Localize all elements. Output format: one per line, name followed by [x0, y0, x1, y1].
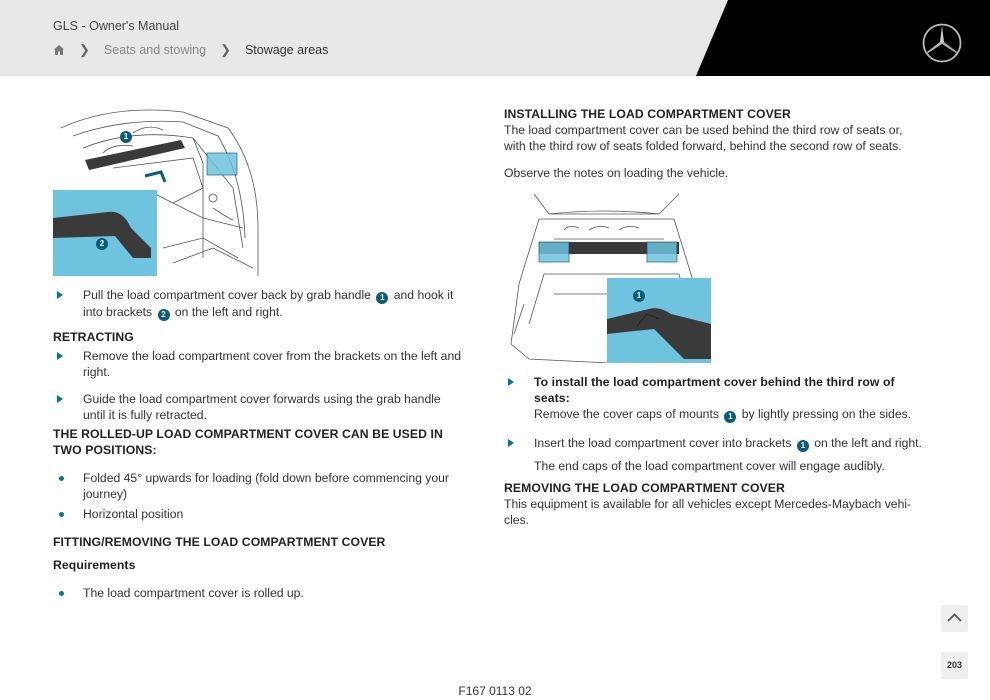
fitting-heading: FITTING/REMOVING THE LOAD COMPARTMENT COVER — [53, 535, 386, 549]
installing-text: The load compartment cover can be used behind the third row of seats or, with the third row of seats folded forward, behind the second row of seats. — [504, 123, 903, 153]
step-text: Pull the load compartment cover back by grab handle — [83, 288, 371, 302]
bullet-icon — [59, 512, 64, 517]
step-arrow-icon — [508, 439, 514, 447]
callout-1: 1 — [376, 292, 388, 304]
step-text: Insert the load compartment cover into brackets — [534, 436, 792, 450]
bullet-icon — [59, 476, 64, 481]
breadcrumb-seats-and-stowing[interactable]: Seats and stowing — [103, 43, 207, 57]
figure-cover-install — [509, 194, 711, 363]
right-column-top — [504, 106, 904, 181]
step-result: The end caps of the load compartment cover will engage audibly. — [534, 459, 885, 473]
home-icon[interactable] — [53, 44, 65, 56]
bullet-icon — [59, 591, 64, 596]
scroll-to-top-button[interactable] — [941, 605, 968, 632]
list-item-text: Folded 45° upwards for loading (fold down before commencing your journey) — [83, 471, 449, 501]
requirements-heading: Requirements — [53, 558, 136, 572]
insert-step — [504, 435, 924, 474]
step-text: Remove the cover caps of mounts — [534, 407, 719, 421]
chevron-up-icon — [941, 605, 968, 632]
step-text: Guide the load compartment cover forwards using the grab handle until it is fully retracted. — [83, 392, 441, 422]
observe-text: Observe the notes on loading the vehicle. — [504, 166, 729, 180]
step-text: on the left and right. — [814, 436, 922, 450]
installing-heading: INSTALLING THE LOAD COMPARTMENT COVER — [504, 107, 791, 121]
step-arrow-icon — [57, 291, 63, 299]
install-step-title: To install the load compartment cover behind the third row of seats: — [534, 375, 895, 405]
manual-title: GLS - Owner's Manual — [53, 19, 180, 33]
right-column-bottom — [504, 374, 924, 528]
left-column — [53, 287, 463, 601]
list-item — [53, 585, 463, 601]
callout-1-left-figure: 1 — [120, 131, 132, 143]
callout-1: 1 — [797, 440, 809, 452]
callout-2: 2 — [158, 309, 170, 321]
header-black-panel — [0, 0, 990, 76]
retracting-heading: RETRACTING — [53, 330, 134, 344]
breadcrumb-stowage-areas: Stowage areas — [244, 43, 329, 57]
step-text: by lightly pressing on the sides. — [741, 407, 912, 421]
figure-cover-pull — [53, 108, 261, 276]
step-text: and hook it into brackets — [83, 288, 454, 319]
breadcrumb — [53, 42, 328, 58]
callout-2-left-figure: 2 — [96, 238, 108, 250]
list-item-text: Horizontal position — [83, 507, 184, 521]
step-text: Remove the load compartment cover from the brackets on the left and right. — [83, 349, 462, 379]
mercedes-star-icon — [921, 22, 963, 64]
chevron-right-icon: ❯ — [79, 42, 90, 57]
install-step — [504, 374, 924, 423]
page-number-button[interactable]: 203 — [941, 652, 968, 679]
callout-1: 1 — [724, 411, 736, 423]
list-item-text: The load compartment cover is rolled up. — [83, 586, 304, 600]
list-item — [53, 470, 463, 502]
figure-code: F167 0113 02 — [458, 684, 532, 698]
step-arrow-icon — [57, 352, 63, 360]
step-pull-cover — [53, 287, 463, 321]
step-arrow-icon — [508, 378, 514, 386]
removing-heading: REMOVING THE LOAD COMPARTMENT COVER — [504, 481, 785, 495]
retract-step-2 — [53, 391, 463, 423]
chevron-right-icon: ❯ — [220, 42, 231, 57]
step-text: on the left and right. — [174, 305, 283, 319]
step-arrow-icon — [57, 395, 63, 403]
retract-step-1 — [53, 348, 463, 380]
positions-heading: THE ROLLED-UP LOAD COMPARTMENT COVER CAN BE USED IN TWO POSITIONS: — [53, 427, 443, 457]
removing-text: This equipment is available for all vehicles except Mercedes-Maybach vehi-cles. — [504, 497, 912, 527]
list-item — [53, 506, 463, 522]
callout-1-right-figure: 1 — [633, 290, 645, 302]
